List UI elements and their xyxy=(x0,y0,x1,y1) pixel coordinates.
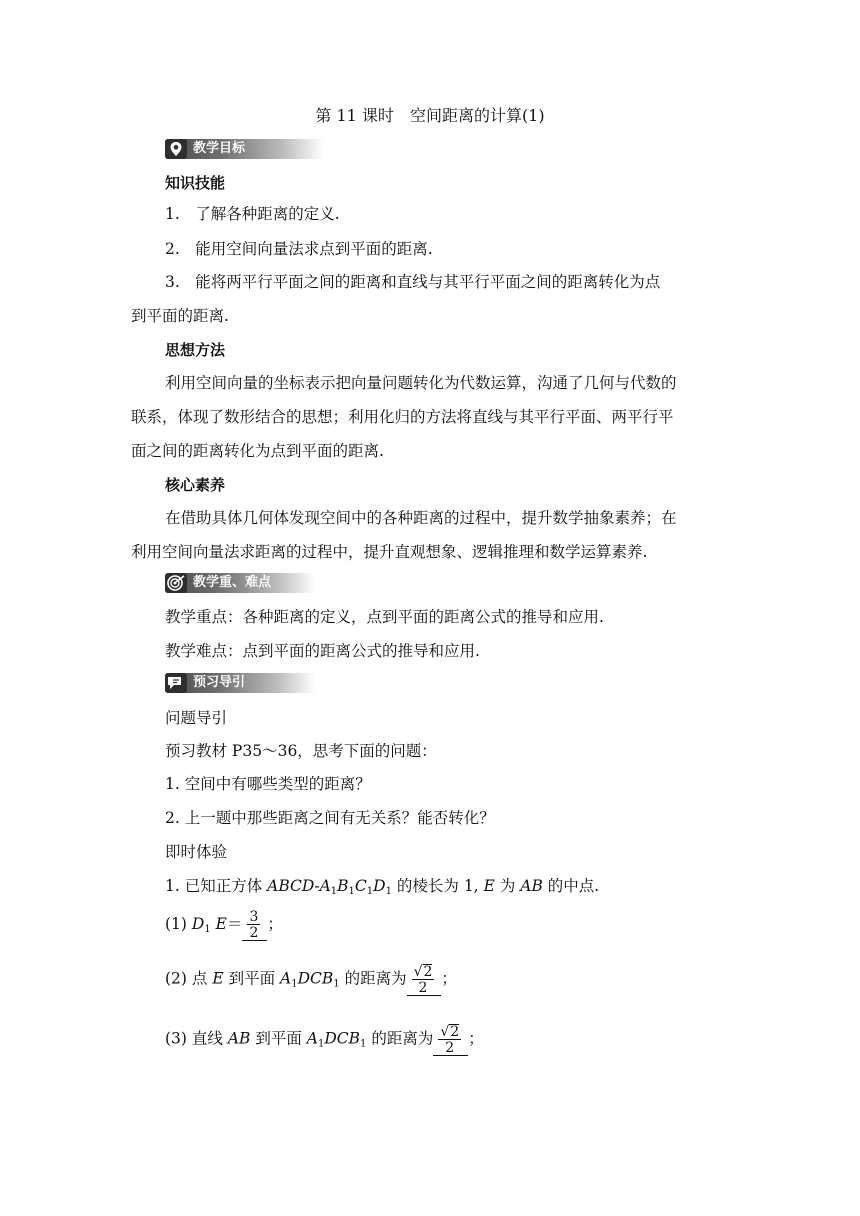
heading-thinking-methods: 思想方法 xyxy=(165,341,226,359)
section-label: 教学重、难点 xyxy=(193,575,272,590)
lesson-number: 第 11 课时 xyxy=(315,106,394,125)
paragraph-line: 利用空间向量的坐标表示把向量问题转化为代数运算，沟通了几何与代数的 xyxy=(165,374,677,392)
objective-item: 3. 能将两平行平面之间的距离和直线与其平行平面之间的距离转化为点 xyxy=(165,273,661,291)
teaching-difficulty: 教学难点：点到平面的距离公式的推导和应用. xyxy=(165,642,480,660)
paragraph-line: 联系，体现了数形结合的思想；利用化归的方法将直线与其平行平面、两平行平 xyxy=(131,408,674,426)
speech-bubble-icon xyxy=(165,673,187,693)
section-label: 教学目标 xyxy=(193,141,246,156)
exercise-answer-2: (2) 点 E 到平面 $A_1DCB_1$ 的距离为 $\frac{√2}{2}$ ； xyxy=(165,964,457,996)
section-label: 预习导引 xyxy=(193,675,246,690)
answer-blank xyxy=(407,964,442,996)
location-pin-icon xyxy=(165,139,187,159)
heading-knowledge-skills: 知识技能 xyxy=(165,174,226,192)
exercise-answer-3: (3) 直线 AB 到平面 $A_1DCB_1$ 的距离为 $\frac{√2}{2}$ ； xyxy=(165,1024,484,1056)
answer-fraction: $\frac{√2}{2}$ xyxy=(440,1024,460,1056)
answer-blank xyxy=(433,1024,468,1056)
paragraph-line: 面之间的距离转化为点到平面的距离. xyxy=(131,442,384,460)
preview-question: 2. 上一题中那些距离之间有无关系？能否转化？ xyxy=(165,809,495,827)
exercise-statement: 1. 已知正方体 ABCD-$A_1B_1C_1D_1$ 的棱长为 1, E 为 AB 的中点. xyxy=(165,877,600,897)
page-title xyxy=(0,103,860,126)
objective-item: 2. 能用空间向量法求点到平面的距离. xyxy=(165,240,433,258)
exercise-answer-1: (1) $D_1$ E＝ $\frac{3}{2}$ ； xyxy=(165,909,283,941)
objective-item-continued: 到平面的距离. xyxy=(131,307,229,325)
answer-blank xyxy=(242,910,267,941)
answer-fraction: $\frac{√2}{2}$ xyxy=(413,964,433,996)
heading-instant-practice: 即时体验 xyxy=(165,843,228,861)
section-badge-objectives xyxy=(165,139,323,159)
section-badge-keypoints xyxy=(165,573,315,593)
heading-core-literacy: 核心素养 xyxy=(165,476,226,494)
lesson-topic: 空间距离的计算(1) xyxy=(409,106,545,125)
target-icon xyxy=(165,573,187,593)
preview-question: 1. 空间中有哪些类型的距离？ xyxy=(165,775,371,793)
answer-fraction: $\frac{3}{2}$ xyxy=(249,909,259,941)
section-badge-preview xyxy=(165,673,315,693)
heading-question-guide: 问题导引 xyxy=(165,709,228,727)
teaching-focus: 教学重点：各种距离的定义，点到平面的距离公式的推导和应用. xyxy=(165,608,604,626)
paragraph-line: 利用空间向量法求距离的过程中，提升直观想象、逻辑推理和数学运算素养. xyxy=(131,543,648,561)
objective-item: 1. 了解各种距离的定义. xyxy=(165,205,340,223)
paragraph-line: 在借助具体几何体发现空间中的各种距离的过程中，提升数学抽象素养；在 xyxy=(165,509,677,527)
preview-intro: 预习教材 P35～36，思考下面的问题： xyxy=(165,742,437,760)
